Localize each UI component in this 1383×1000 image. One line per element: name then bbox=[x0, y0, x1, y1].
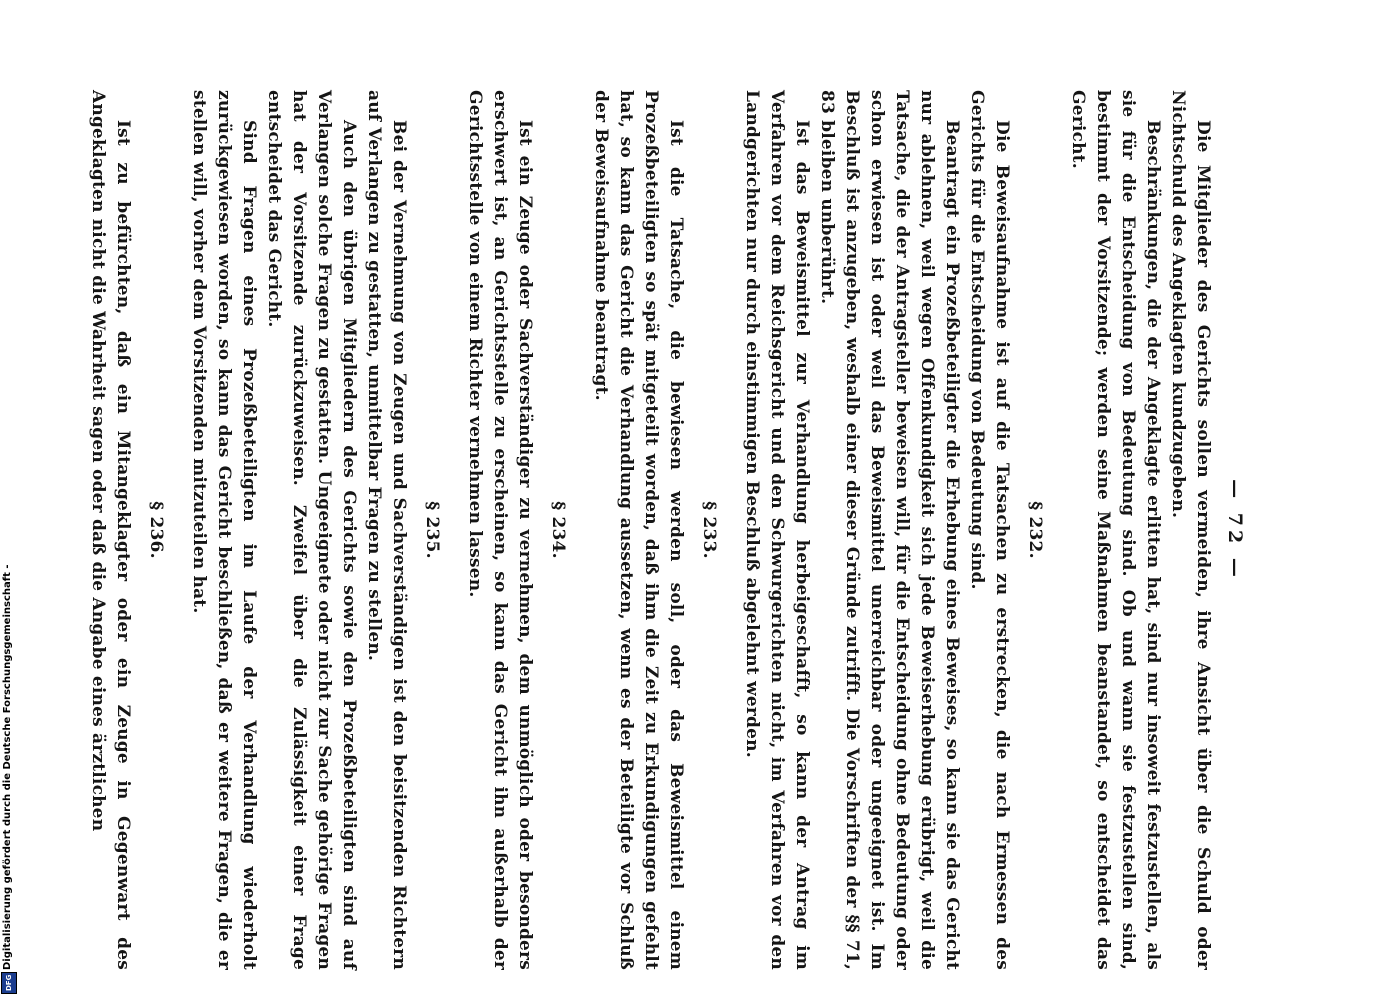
paragraph: Ist das Beweismittel zur Verhandlung herbeigeschafft, so kann der Antrag im Verfahren vor dem Reichsgericht und den Schwurgerichten nicht, im Verfahren vor den Landgerichten nur durch einstimmigen Beschluß abgelehnt werden. bbox=[742, 90, 812, 970]
paragraph: Bei der Vernehmung von Zeugen und Sachverständigen ist den beisitzenden Richtern auf Verlangen zu gestatten, unmittelbar Fragen zu stellen. bbox=[364, 90, 409, 970]
rotated-page-content bbox=[88, 0, 1255, 1000]
paragraph: Ist die Tatsache, die bewiesen werden soll, oder das Beweismittel einem Prozeßbeteiligten so spät mitgeteilt worden, daß ihm die Zeit zu Erkundigungen gefehlt hat, so kann das Gericht die Verhandlung aussetzen, wenn es der Beteiligte vor Schluß der Beweisaufnahme beantragt. bbox=[591, 90, 686, 970]
paragraph: Die Mitglieder des Gerichts sollen vermeiden, ihre Ansicht über die Schuld oder Nichtschuld des Angeklagten kundzugeben. bbox=[1168, 90, 1213, 970]
section-heading: § 234. bbox=[548, 501, 568, 559]
paragraph: Beantragt ein Prozeßbeteiligter die Erhebung eines Beweises, so kann sie das Gericht nur ablehnen, weil wegen Offenkundigkeit sich jede Beweiserhebung erübrigt, weil die Tatsache, die der Antragsteller beweisen will, für die Entscheidung ohne Bedeutung oder schon erwiesen ist oder weil das Beweismittel unerreichbar oder ungeeignet ist. Im Beschluß ist anzugeben, weshalb einer dieser Gründe zutrifft. Die Vorschriften der §§ 71, 83 bleiben unberührt. bbox=[817, 90, 962, 970]
section-heading: § 233. bbox=[699, 501, 719, 559]
digitization-credit-text: Digitalisierung gefördert durch die Deutsche Forschungsgemeinschaft - bbox=[2, 564, 13, 970]
page-number: — 72 — bbox=[1224, 479, 1246, 581]
paragraph: Die Beweisaufnahme ist auf die Tatsachen zu erstrecken, die nach Ermessen des Gerichts für die Entscheidung von Bedeutung sind. bbox=[967, 90, 1012, 970]
paragraph: Ist ein Zeuge oder Sachverständiger zu vernehmen, dem unmöglich oder besonders erschwert ist, an Gerichtsstelle zu erscheinen, so kann das Gericht ihn außerhalb der Gerichtsstelle von einem Richter vernehmen lassen. bbox=[465, 90, 535, 970]
paragraph: Beschränkungen, die der Angeklagte erlitten hat, sind nur insoweit festzustellen, als sie für die Entscheidung von Bedeutung sind. Ob und wann sie festzustellen sind, bestimmt der Vorsitzende; werden seine Maßnahmen beanstandet, so entscheidet das Gericht. bbox=[1068, 90, 1163, 970]
section-heading: § 235. bbox=[422, 501, 442, 559]
digitization-credit bbox=[0, 0, 18, 1000]
paragraph: Sind Fragen eines Prozeßbeteiligten im Laufe der Verhandlung wiederholt zurückgewiesen worden, so kann das Gericht beschließen, daß er weitere Fragen, die er stellen will, vorher dem Vorsitzenden mitzuteilen hat. bbox=[189, 90, 259, 970]
text-blocks bbox=[85, 90, 1215, 970]
page-body bbox=[88, 90, 1255, 970]
dfg-logo: DFG bbox=[1, 972, 17, 994]
paragraph: Ist zu befürchten, daß ein Mitangeklagter oder ein Zeuge in Gegenwart des Angeklagten nicht die Wahrheit sagen oder daß die Angabe eines ärztlichen bbox=[88, 90, 133, 970]
section-heading: § 232. bbox=[1025, 501, 1045, 559]
section-heading: § 236. bbox=[146, 501, 166, 559]
paragraph: Auch den übrigen Mitgliedern des Gerichts sowie den Prozeßbeteiligten sind auf Verlangen solche Fragen zu gestatten. Ungeeignete oder nicht zur Sache gehörige Fragen hat der Vorsitzende zurückzuweisen. Zweifel über die Zulässigkeit einer Frage entscheidet das Gericht. bbox=[264, 90, 359, 970]
